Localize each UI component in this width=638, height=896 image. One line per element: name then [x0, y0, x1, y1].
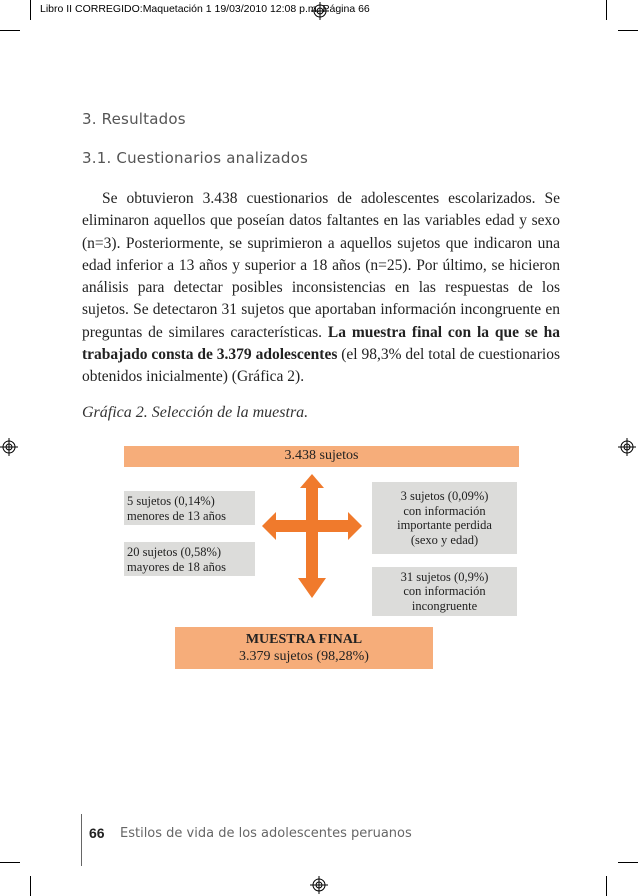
printer-slug: Libro II CORREGIDO:Maquetación 1 19/03/2010 12:08 p.m. Página 66: [40, 3, 370, 15]
missing-data-line4: (sexo y edad): [410, 532, 479, 547]
missing-data-line2: con información: [403, 503, 486, 518]
running-footer-title: Estilos de vida de los adolescentes peruanos: [120, 826, 412, 841]
over-18-line1: 20 sujetos (0,58%): [127, 545, 222, 559]
missing-data-line3: importante perdida: [397, 518, 492, 532]
final-sample-subtitle: 3.379 sujetos (98,28%): [239, 649, 369, 664]
total-subjects-box: [124, 446, 519, 467]
final-sample-box: [175, 627, 433, 669]
inconsistent-box: [372, 567, 517, 616]
over-18-box: [124, 542, 255, 576]
paragraph-bold-text: La muestra final con la que se ha trabajado consta de 3.379 adolescentes: [82, 323, 560, 364]
paragraph-text-part1: Se obtuvieron 3.438 cuestionarios de adolescentes escolarizados. Se eliminaron aquellos que poseían datos faltantes en las variables edad y sexo (n=3). Posteriormente, se suprimieron a aquellos sujetos que indicaron una edad inferior a 13 años y superior a 18 años (n=25). Por último, se hicieron análisis para detectar posibles inconsistencias en las respuestas de los sujetos. Se detectaron 31 sujetos que aportaban información incongruente en preguntas de similares características.: [82, 190, 560, 341]
inconsistent-line1: 31 sujetos (0,9%): [400, 569, 489, 584]
section-heading: 3. Resultados: [82, 110, 186, 128]
over-18-line2: mayores de 18 años: [127, 559, 226, 574]
page-number: 66: [89, 825, 105, 841]
figure-caption: Gráfica 2. Selección de la muestra.: [82, 404, 309, 421]
inconsistent-line3: incongruente: [411, 598, 478, 613]
under-13-line2: menores de 13 años: [127, 508, 226, 523]
missing-data-line1: 3 sujetos (0,09%): [400, 489, 489, 503]
under-13-line1: 5 sujetos (0,14%): [127, 494, 215, 508]
footer-divider: [81, 814, 82, 866]
four-way-arrow-icon: [262, 474, 362, 598]
under-13-box: [124, 491, 255, 525]
total-subjects-label: 3.438 sujetos: [284, 448, 359, 464]
inconsistent-line2: con información: [403, 584, 486, 599]
missing-data-box: [372, 482, 517, 554]
final-sample-title: MUESTRA FINAL: [245, 632, 363, 647]
paragraph-text-part2: (el 98,3% del total de cuestionarios obtenidos inicialmente) (Gráfica 2).: [82, 346, 560, 386]
subsection-heading: 3.1. Cuestionarios analizados: [82, 149, 309, 167]
